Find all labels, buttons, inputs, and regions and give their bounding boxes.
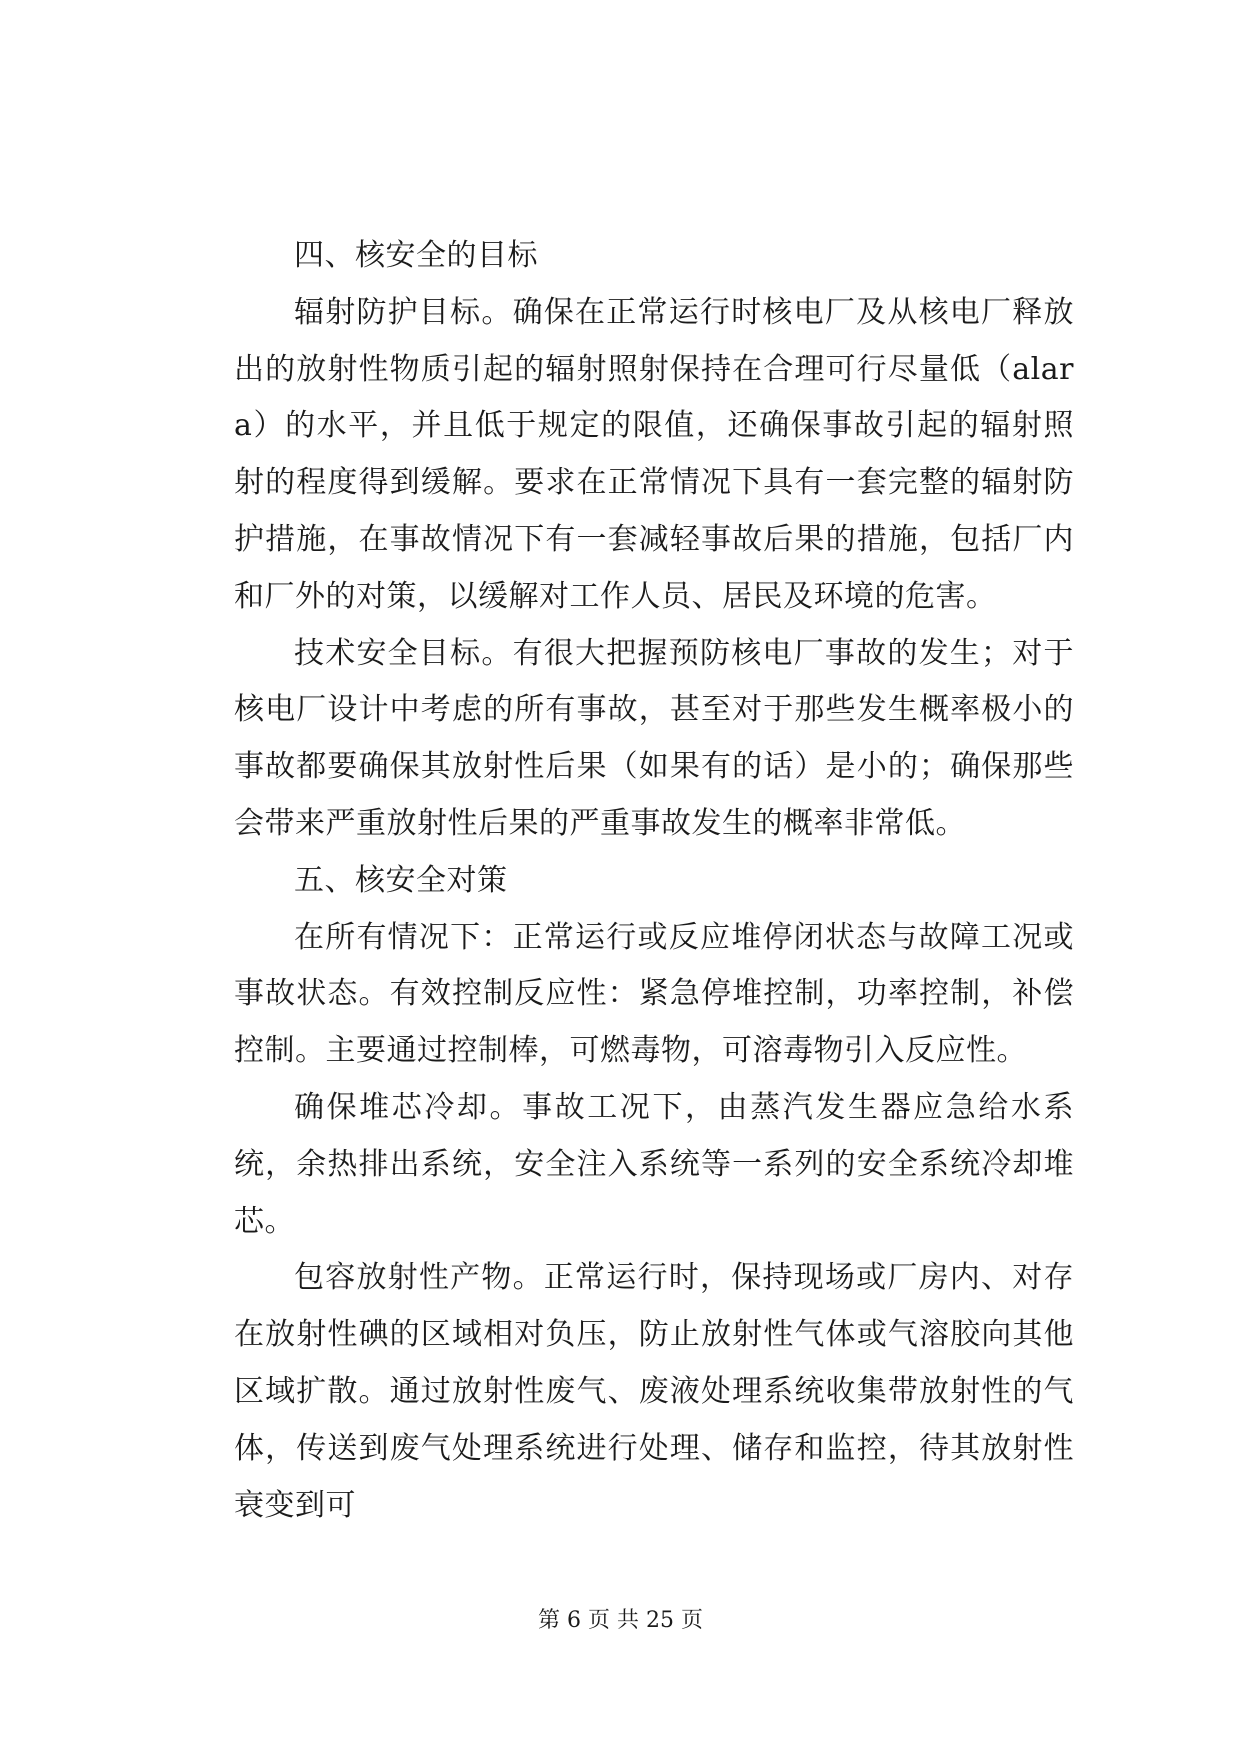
section-heading-5: 五、核安全对策 — [294, 862, 508, 898]
paragraph-containment: 包容放射性产物。正常运行时，保持现场或厂房内、对存在放射性碘的区域相对负压，防止放射性气体或气溶胶向其他区域扩散。通过放射性废气、废液处理系统收集带放射性的气体，传送到废气处理系统进行处理、储存和监控，待其放射性衰变到可 — [234, 1260, 1074, 1523]
paragraph-core-cooling: 确保堆芯冷却。事故工况下，由蒸汽发生器应急给水系统，余热排出系统，安全注入系统等一系列的安全系统冷却堆芯。 — [234, 1089, 1074, 1239]
paragraph-radiation-protection: 辐射防护目标。确保在正常运行时核电厂及从核电厂释放出的放射性物质引起的辐射照射保持在合理可行尽量低（alara）的水平，并且低于规定的限值，还确保事故引起的辐射照射的程度得到缓解。要求在正常情况下具有一套完整的辐射防护措施，在事故情况下有一套减轻事故后果的措施，包括厂内和厂外的对策，以缓解对工作人员、居民及环境的危害。 — [234, 294, 1074, 614]
document-body — [234, 228, 1074, 1534]
page-number-footer: 第 6 页 共 25 页 — [538, 1608, 703, 1633]
paragraph-technical-safety: 技术安全目标。有很大把握预防核电厂事故的发生；对于核电厂设计中考虑的所有事故，甚至对于那些发生概率极小的事故都要确保其放射性后果（如果有的话）是小的；确保那些会带来严重放射性后果的严重事故发生的概率非常低。 — [234, 635, 1074, 841]
section-heading-4: 四、核安全的目标 — [294, 238, 538, 273]
paragraph-reactivity-control: 在所有情况下：正常运行或反应堆停闭状态与故障工况或事故状态。有效控制反应性：紧急停堆控制，功率控制，补偿控制。主要通过控制棒，可燃毒物，可溶毒物引入反应性。 — [234, 919, 1074, 1069]
